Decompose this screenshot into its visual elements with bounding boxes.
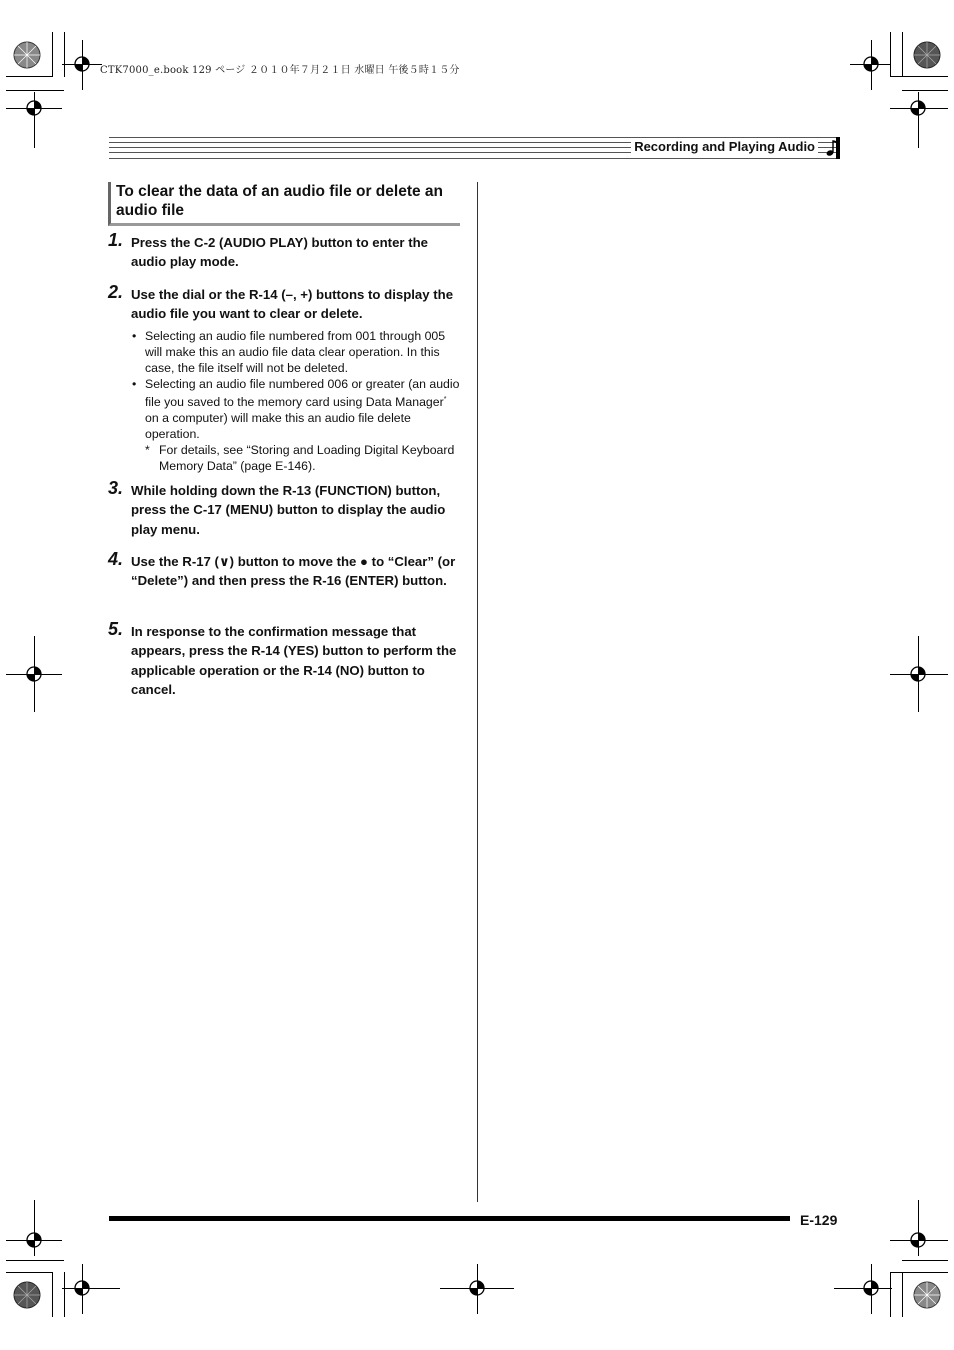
bullet-item — [131, 328, 460, 376]
registration-target-icon — [860, 53, 882, 75]
starburst-mark-icon — [12, 40, 42, 70]
footnote — [145, 442, 460, 474]
step-number: 4. — [108, 549, 124, 569]
step-2 — [108, 282, 460, 474]
step-3 — [108, 478, 460, 539]
bullet-text-after: on a computer) will make this an audio file delete operation. — [145, 410, 411, 441]
registration-target-icon — [907, 663, 929, 685]
bullet-text: Selecting an audio file numbered from 001 through 005 will make this an audio file data clear operation. In this case, the file itself will not be deleted. — [145, 328, 446, 375]
column-divider — [477, 182, 478, 1202]
step-2-bullets — [131, 328, 460, 442]
section-heading: To clear the data of an audio file or delete an audio file — [108, 182, 460, 226]
footer-rule — [109, 1216, 790, 1221]
step-5 — [108, 619, 460, 699]
registration-target-icon — [907, 97, 929, 119]
footnote-mark: * — [145, 442, 150, 457]
step-number: 2. — [108, 282, 124, 302]
starburst-mark-icon — [912, 40, 942, 70]
print-slug: CTK7000_e.book 129 ページ ２０１０年７月２１日 水曜日 午後５時１５分 — [100, 65, 460, 76]
registration-target-icon — [907, 1229, 929, 1251]
registration-target-icon — [23, 1229, 45, 1251]
footnote-ref: * — [443, 395, 447, 403]
music-note-icon — [826, 139, 838, 157]
registration-target-icon — [23, 663, 45, 685]
step-number: 5. — [108, 619, 124, 639]
running-header-title: Recording and Playing Audio — [631, 139, 818, 154]
step-text: While holding down the R-13 (FUNCTION) button, press the C-17 (MENU) button to display the audio play menu. — [131, 483, 446, 537]
step-number: 3. — [108, 478, 124, 498]
step-4 — [108, 549, 460, 591]
registration-target-icon — [23, 97, 45, 119]
starburst-mark-icon — [912, 1280, 942, 1310]
bullet-marker: • — [132, 376, 137, 391]
step-text: Use the dial or the R-14 (–, +) buttons to display the audio file you want to clear or delete. — [131, 287, 454, 322]
footnote-text: For details, see “Storing and Loading Digital Keyboard Memory Data” (page E-146). — [159, 442, 455, 473]
step-1 — [108, 230, 460, 272]
step-text: Press the C-2 (AUDIO PLAY) button to enter the audio play mode. — [131, 235, 428, 270]
step-number: 1. — [108, 230, 124, 250]
starburst-mark-icon — [12, 1280, 42, 1310]
bullet-marker: • — [132, 328, 137, 343]
registration-target-icon — [466, 1277, 488, 1299]
step-text: Use the R-17 (∨) button to move the ● to “Clear” (or “Delete”) and then press the R-16 (ENTER) button. — [131, 554, 456, 589]
registration-target-icon — [71, 1277, 93, 1299]
step-text: In response to the confirmation message that appears, press the R-14 (YES) button to perform the applicable operation or the R-14 (NO) button to cancel. — [131, 624, 457, 697]
registration-target-icon — [860, 1277, 882, 1299]
page-number: E-129 — [800, 1212, 838, 1228]
registration-target-icon — [71, 53, 93, 75]
bullet-item — [131, 376, 460, 442]
bullet-text-before: Selecting an audio file numbered 006 or greater (an audio file you saved to the memory card using Data Manager — [145, 376, 460, 409]
